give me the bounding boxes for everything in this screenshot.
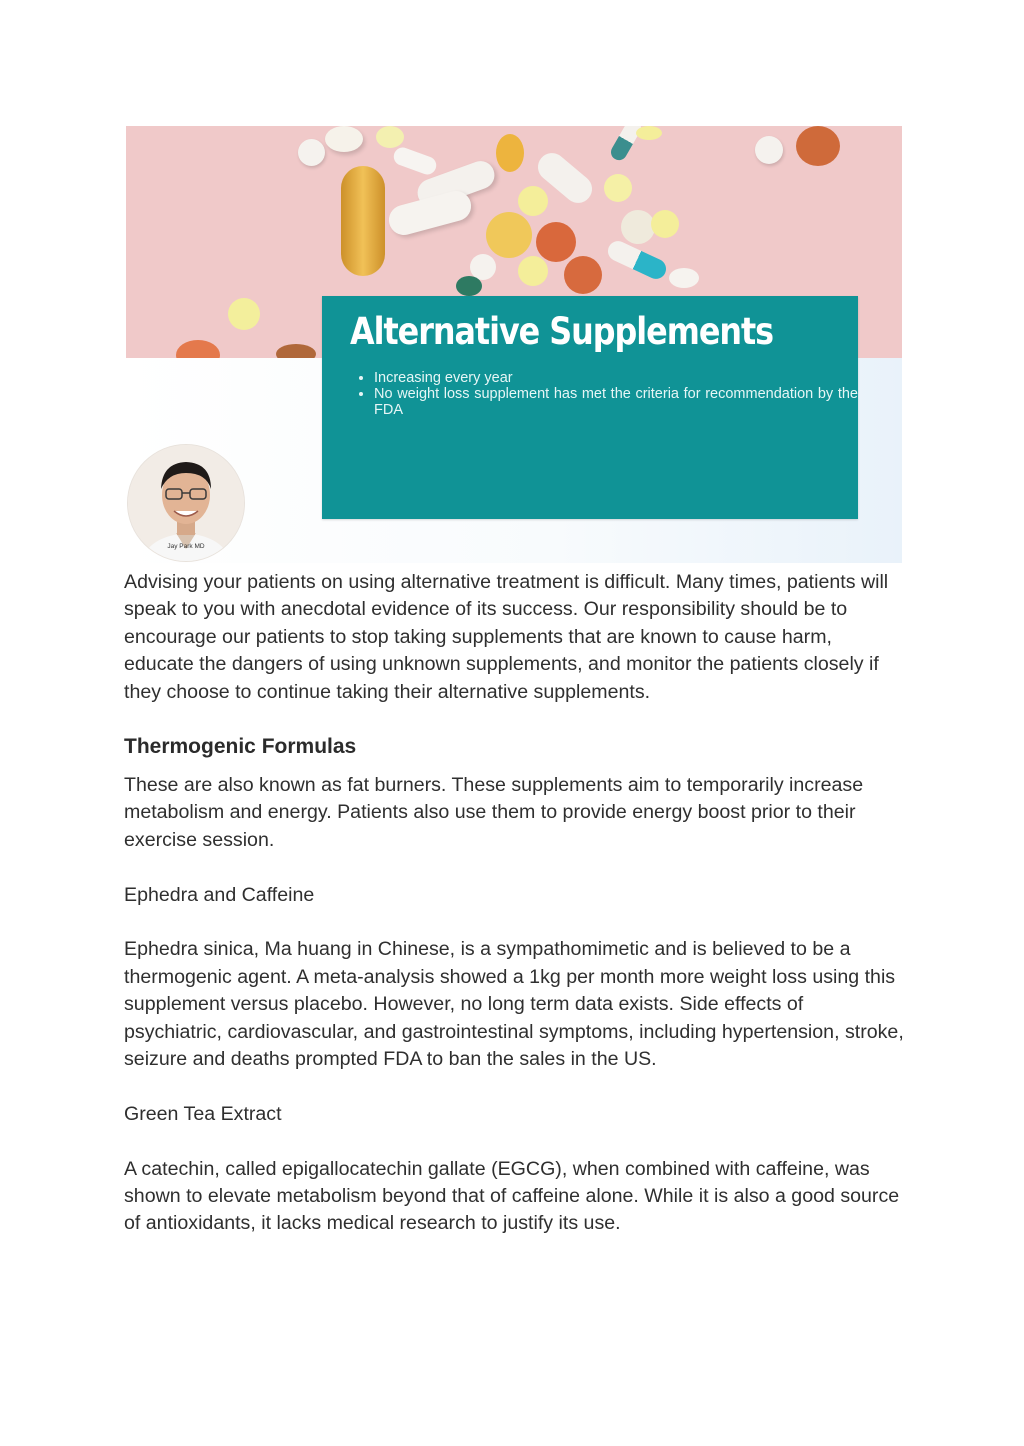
subsection-title-ephedra: Ephedra and Caffeine (124, 883, 315, 906)
banner-bullet-list (360, 370, 858, 418)
section-intro-paragraph: These are also known as fat burners. These supplements aim to temporarily increase metabolism and energy. Patients also use them to provide energy boost prior to their exercise session. (124, 774, 864, 851)
subsection-body-green-tea: A catechin, called epigallocatechin gallate (EGCG), when combined with caffeine, was shown to elevate metabolism beyond that of caffeine alone. While it is also a good source of antioxidants, it lacks medical research to justify its use. (124, 1157, 900, 1235)
subsection-title-green-tea: Green Tea Extract (124, 1102, 282, 1125)
banner-bullet: • Increasing every year (374, 370, 858, 386)
banner-title-card (322, 296, 858, 519)
subsection-body-ephedra: Ephedra sinica, Ma huang in Chinese, is a sympathomimetic and is believed to be a thermogenic agent. A meta-analysis showed a 1kg per month more weight loss using this supplement versus placebo. However, no long term data exists. Side effects of psychiatric, cardiovascular, and gastrointestinal symptoms, including hypertension, stroke, seizure and deaths prompted FDA to ban the sales in the US. (124, 938, 904, 1071)
section-heading: Thermogenic Formulas (124, 735, 357, 759)
banner-title: Alternative Supplements (350, 310, 774, 353)
author-avatar (128, 445, 244, 561)
intro-paragraph: Advising your patients on using alternative treatment is difficult. Many times, patients will speak to you with anecdotal evidence of its success. Our responsibility should be to encourage our patients to stop taking supplements that are known to cause harm, educate the dangers of using unknown supplements, and monitor the patients closely if they choose to continue taking their alternative supplements. (124, 571, 889, 703)
hero-banner (126, 126, 902, 563)
avatar-caption: Jay Park MD (167, 543, 205, 550)
banner-bullet: • No weight loss supplement has met the criteria for recommendation by the FDA (374, 386, 858, 418)
article-body (124, 569, 904, 1238)
